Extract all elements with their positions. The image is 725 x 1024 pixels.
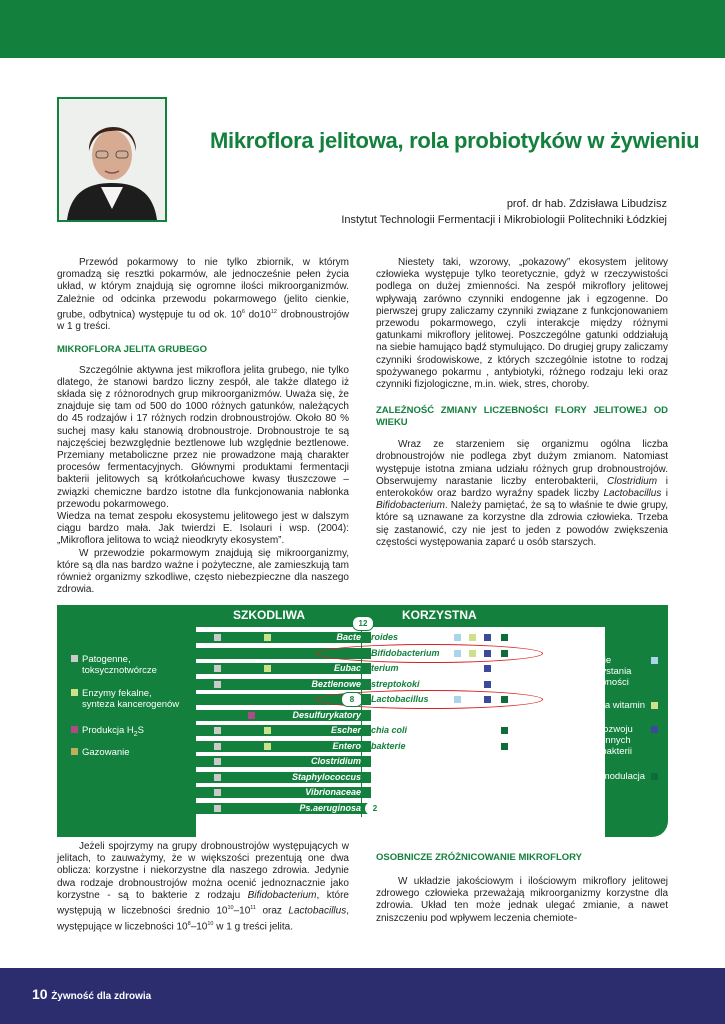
bacteria-bar — [196, 756, 371, 767]
right-paragraph-1: Niestety taki, wzorowy, „pokazowy” ekosystem jelitowy człowieka występuje tylko teoretycznie, gdyż w rzeczywistości podlega on dużej zmienności. Na zespół mikroflory jelitowej wpływają zarówno czynniki endogenne jak i egzogenne. Do pierwszej grupy zaliczamy czynniki związane z funkcjonowaniem przewodu pokarmowego, czyli interakcje między różnymi gatunkami mikroflory jelitowej. Poszczególne gatunki oddziałują na siebie hamująco bądź stymulująco. Do drugiej grupy zaliczamy czynniki środowiskowe, z których szczególnie istotne to rodzaj spożywanego pokarmu , antybiotyki, różnego rodzaju leki oraz czynniki fizjologiczne, m.in. wiek, stres, choroby. — [376, 257, 668, 391]
beneficial-header: KORZYSTNA — [402, 608, 477, 622]
left-column — [57, 257, 349, 596]
marker-lime — [264, 727, 271, 734]
bottom-right-column — [376, 852, 668, 925]
legend-pathogenic: Patogenne, toksycznotwórcze — [82, 654, 157, 676]
legend-square-enzymes — [71, 689, 78, 696]
marker-dkgreen — [501, 743, 508, 750]
marker-grey — [214, 634, 221, 641]
section-heading-age: ZALEŻNOŚĆ ZMIANY LICZEBNOŚCI FLORY JELITOWEJ OD WIEKU — [376, 405, 668, 429]
marker-lightblue — [454, 634, 461, 641]
author-name: prof. dr hab. Zdzisława Libudzisz — [506, 198, 667, 210]
bacteria-bar — [196, 803, 371, 814]
right-column — [376, 257, 668, 549]
marker-navy — [484, 681, 491, 688]
bacteria-label-left: Beztlenowe — [311, 678, 361, 689]
marker-grey — [214, 727, 221, 734]
left-paragraph-2: Szczególnie aktywna jest mikroflora jelita grubego, nie tylko dlatego, że stanowi bardzo liczny zespół, ale także dlatego iż składa się z różnorodnych grup mikroorganizmów. Uważa się, że znajduje się tam od 500 do 1000 różnych gatunków, należących do 45 rodzajów i 17 różnych rodzin drobnoustrojów. Około 80 % suchej masy kału stanowią drobnoustroje. Drobnoustroje te są najczęściej bezwzględnie beztlenowe lub względnie beztlenowe. Przemiany metaboliczne przez nie prowadzone mają charakter procesów fermentacyjnych. Głównymi produktami fermentacji bakterii jelitowych są krótkołańcuchowe kwasy tłuszczowe – związki chemiczne bardzo istotne dla funkcjonowania nabłonka przewodu pokarmowego. — [57, 364, 349, 510]
left-paragraph-1: Przewód pokarmowy to nie tylko zbiornik, w którym gromadzą się resztki pokarmów, ale jednocześnie pełen życia układ, w którym znajdują się ogromne ilości mikroorganizmów. Zależnie od odcinka przewodu pokarmowego (jelito cienkie, grube, odbytnica) występuje tu od ok. $10^6$ $do10^{12}$ drobnoustrojów w 1 g treści. — [57, 257, 350, 333]
marker-grey — [214, 743, 221, 750]
marker-dkgreen — [501, 634, 508, 641]
marker-lime — [264, 743, 271, 750]
marker-grey — [214, 774, 221, 781]
bacteria-bar — [196, 787, 371, 798]
bottom-right-paragraph: W układzie jakościowym i ilościowym mikroflory jelitowej zdrowego człowieka przeważają mikroorganizmy korzystne dla zdrowia. Układ ten może jednak ulegać zmianie, a nawet zniszczeniu pod wpływem leczenia chemiote- — [376, 876, 668, 924]
harmful-header: SZKODLIWA — [233, 608, 305, 622]
scale-badge-top: 12 — [352, 616, 374, 631]
section-heading-individual: OSOBNICZE ZRÓŻNICOWANIE MIKROFLORY — [376, 852, 583, 863]
page-footer — [32, 986, 151, 1002]
marker-lime — [264, 634, 271, 641]
legend-square-nutrient-use — [651, 657, 658, 664]
legend-square-immunomodulation — [651, 773, 658, 780]
legend-immunomodulation: Immunomodulacja — [567, 771, 645, 782]
bacteria-bar — [196, 663, 371, 674]
author-institute: Instytut Technologii Fermentacji i Mikrobiologii Politechniki Łódzkiej — [341, 214, 667, 226]
bacteria-label-right: roides — [371, 632, 399, 642]
legend-square-vitamins — [651, 702, 658, 709]
bacteria-label-left: Clostridium — [310, 756, 361, 766]
section-heading-large-intestine: MIKROFLORA JELITA GRUBEGO — [57, 343, 208, 355]
legend-gas: Gazowanie — [82, 747, 130, 758]
author-block — [341, 196, 667, 228]
bacteria-label-right: Bifidobacterium — [371, 647, 440, 658]
microflora-diagram — [57, 605, 668, 837]
marker-lime — [264, 665, 271, 672]
legend-nutrient-use: Zwiększenie stopnia wykorzystania składników żywności — [538, 655, 632, 688]
marker-grey — [214, 681, 221, 688]
page-number: 10 — [32, 986, 48, 1002]
legend-enzymes: Enzymy fekalne, synteza kancerogenów — [82, 688, 180, 710]
legend-pathogen-inhibition: Hamowanie rozwoju patogenów i innych szkodliwych bakterii — [547, 724, 633, 757]
left-paragraph-3: Wiedza na temat zespołu ekosystemu jelitowego jest w dalszym ciągu bardzo mała. Jak twierdzi E. Isolauri i wsp. (2004): „Mikroflora jelitowa to wciąż nieodkryty ekosystem”. — [57, 510, 349, 547]
scale-badge-bottom: 2 — [365, 802, 385, 815]
top-banner — [0, 0, 725, 58]
marker-navy — [484, 634, 491, 641]
bacteria-label-left: Eubac — [333, 663, 361, 673]
lactobacillus-badge: 8 — [341, 692, 363, 707]
bacteria-label-left: Bacte — [336, 632, 361, 642]
bacteria-label-right: bakterie — [371, 740, 406, 751]
legend-square-pathogenic — [71, 655, 78, 662]
article-title: Mikroflora jelitowa, rola probiotyków w żywieniu — [210, 128, 700, 153]
legend-h2s: Produkcja $H_2S$ — [82, 725, 144, 738]
bacteria-bar — [196, 741, 371, 752]
legend-square-h2s — [71, 726, 78, 733]
marker-purple — [248, 712, 255, 719]
highlight-bifidobacterium — [316, 644, 543, 663]
bacteria-label-right: terium — [371, 663, 399, 673]
marker-navy — [484, 665, 491, 672]
axis-label: Log jtk/g — [371, 818, 406, 828]
bacteria-label-right: Lactobacillus — [371, 694, 429, 704]
marker-grey — [214, 805, 221, 812]
legend-vitamins: Synteza witamin — [575, 700, 645, 711]
marker-grey — [214, 789, 221, 796]
bacteria-label-left: Ps.aeruginosa — [299, 802, 361, 813]
bacteria-bar — [196, 710, 371, 721]
author-photo — [57, 97, 167, 222]
bacteria-label-left: Escher — [330, 725, 361, 735]
journal-name: Żywność dla zdrowia — [51, 991, 152, 1002]
axis-line — [361, 627, 362, 817]
bacteria-bar — [196, 632, 371, 643]
left-paragraph-4: W przewodzie pokarmowym znajdują się mikroorganizmy, które są dla nas bardzo ważne i pożyteczne, ale zamieszkują tam również organizmy szkodliwe, często niebezpieczne dla naszego zdrowia. — [57, 547, 349, 596]
bacteria-label-right: chia coli — [371, 725, 408, 735]
marker-grey — [214, 758, 221, 765]
bacteria-label-left: Desulfurykatory — [292, 709, 361, 720]
legend-square-pathogen-inhibition — [651, 726, 658, 733]
marker-grey — [214, 665, 221, 672]
bacteria-label-left: Vibrionaceae — [305, 787, 361, 797]
bacteria-label-left: Staphylococcus — [291, 771, 361, 782]
right-paragraph-2: Wraz ze starzeniem się organizmu ogólna liczba drobnoustrojów nie podlega zbyt dużym zmianom. Natomiast występuje istotna zmiana udziału różnych grup drobnoustrojów. Obserwujemy narastanie liczby enterobakterii, Clostridium i enterokoków oraz bardzo wyraźny spadek liczby Lactobacillus i Bifidobacterium. Należy pamiętać, że są to właśnie te dwie grupy, które są uznawane za korzystne dla zdrowia człowieka. Trzeba się zastanowić, czy nie jest to jeden z powodów zwiększenia częstości występowania zaparć u osób starszych. — [376, 439, 669, 548]
legend-square-gas — [71, 748, 78, 755]
bacteria-bar — [196, 679, 371, 690]
marker-dkgreen — [501, 727, 508, 734]
marker-lime — [469, 634, 476, 641]
bacteria-label-right: streptokoki — [371, 678, 420, 689]
bottom-left-paragraph: Jeżeli spojrzymy na grupy drobnoustrojów występujących w jelitach, to zauważymy, że w większości prezentują one dwa oblicza: korzystne i niekorzystne dla naszego zdrowia. Jedynie dwa rodzaje drobnoustrojów można ocenić jednoznacznie jako korzystne - są to bakterie z rodzaju Bifidobacterium, które występują w liczebności średnio $10^{10}-10^{11}$ oraz Lactobacillus, występujące w liczebności $10^8-10^{10}$ w 1 g treści jelita. — [57, 841, 349, 932]
bacteria-bar — [196, 772, 371, 783]
bottom-left-column — [57, 841, 349, 933]
bacteria-bar — [196, 725, 371, 736]
bacteria-label-left: Entero — [332, 740, 361, 751]
